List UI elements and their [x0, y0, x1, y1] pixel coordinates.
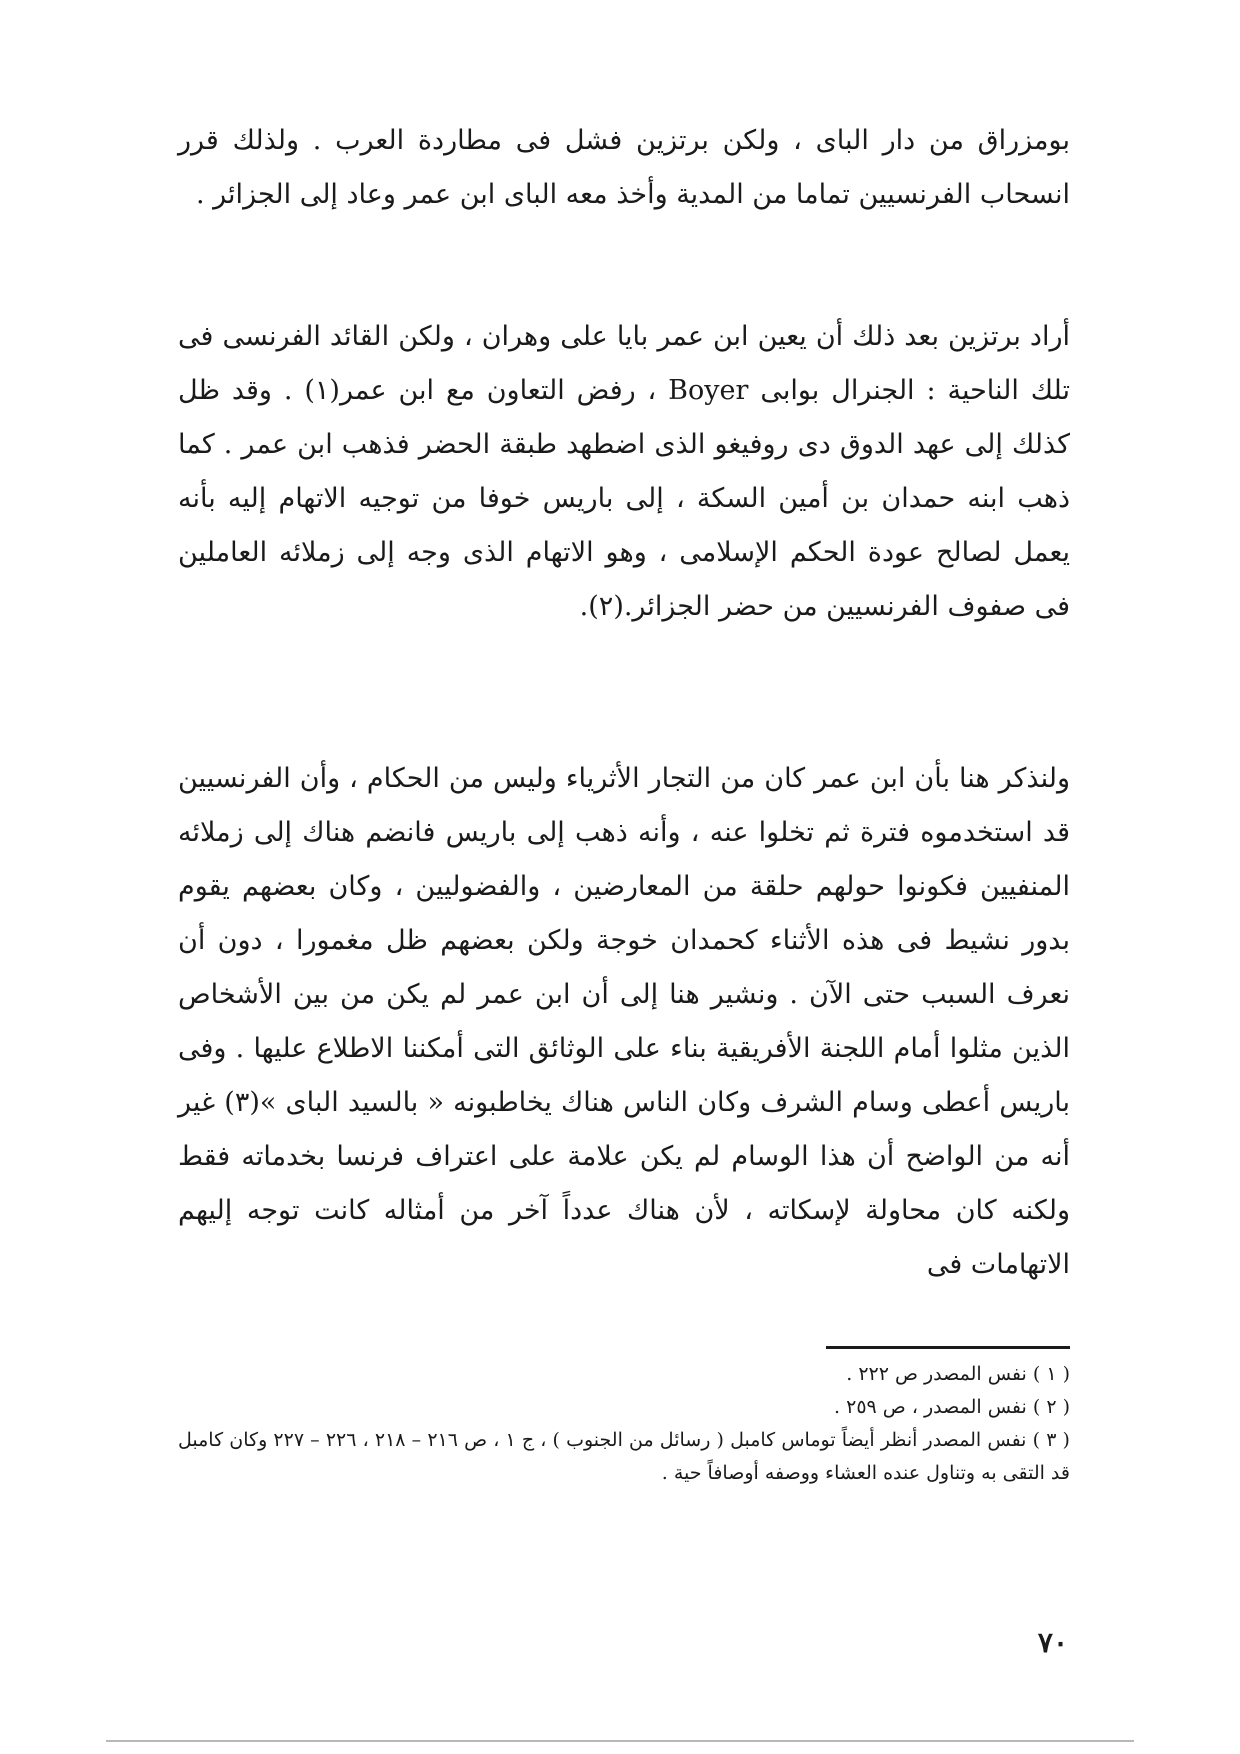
footnote-1: ( ١ ) نفس المصدر ص ٢٢٢ . — [846, 1363, 1070, 1385]
body-paragraph-3 — [178, 752, 1070, 1292]
paragraph-text: بومزراق من دار الباى ، ولكن برتزين فشل فى مطاردة العرب . ولذلك قرر انسحاب الفرنسيين تماما من المدية وأخذ معه الباى ابن عمر وعاد إلى الجزائر . — [178, 125, 1070, 210]
page-bottom-divider — [106, 1740, 1134, 1742]
footnotes — [178, 1358, 1070, 1490]
paragraph-text: أراد برتزين بعد ذلك أن يعين ابن عمر بايا على وهران ، ولكن القائد الفرنسى فى تلك الناحية : الجنرال بوابى Boyer ، رفض التعاون مع ابن عمر(١) . وقد ظل كذلك إلى عهد الدوق دى روفيغو الذى اضطهد طبقة الحضر فذهب ابن عمر . كما ذهب ابنه حمدان بن أمين السكة ، إلى باريس خوفا من توجيه الاتهام إليه بأنه يعمل لصالح عودة الحكم الإسلامى ، وهو الاتهام الذى وجه إلى زملائه العاملين فى صفوف الفرنسيين من حضر الجزائر.(٢). — [178, 321, 1070, 622]
footnote-2: ( ٢ ) نفس المصدر ، ص ٢٥٩ . — [834, 1396, 1070, 1418]
body-paragraph-2 — [178, 310, 1070, 634]
body-paragraph-1 — [178, 114, 1070, 222]
footnote-divider — [826, 1346, 1070, 1349]
footnote-3: ( ٣ ) نفس المصدر أنظر أيضاً توماس كامبل ( رسائل من الجنوب ) ، ج ١ ، ص ٢١٦ – ٢١٨ ، ٢٢٦ – ٢٢٧ وكان كامبل قد التقى به وتناول عنده العشاء ووصفه أوصافاً حية . — [178, 1429, 1070, 1484]
page-number: ٧٠ — [1037, 1626, 1068, 1659]
paragraph-text: ولنذكر هنا بأن ابن عمر كان من التجار الأثرياء وليس من الحكام ، وأن الفرنسيين قد استخدموه فترة ثم تخلوا عنه ، وأنه ذهب إلى باريس فانضم هناك إلى زملائه المنفيين فكونوا حولهم حلقة من المعارضين ، والفضوليين ، وكان بعضهم يقوم بدور نشيط فى هذه الأثناء كحمدان خوجة ولكن بعضهم ظل مغمورا ، دون أن نعرف السبب حتى الآن . ونشير هنا إلى أن ابن عمر لم يكن من بين الأشخاص الذين مثلوا أمام اللجنة الأفريقية بناء على الوثائق التى أمكننا الاطلاع عليها . وفى باريس أعطى وسام الشرف وكان الناس هناك يخاطبونه « بالسيد الباى »(٣) غير أنه من الواضح أن هذا الوسام لم يكن علامة على اعتراف فرنسا بخدماته فقط ولكنه كان محاولة لإسكاته ، لأن هناك عدداً آخر من أمثاله كانت توجه إليهم الاتهامات فى — [178, 763, 1070, 1280]
